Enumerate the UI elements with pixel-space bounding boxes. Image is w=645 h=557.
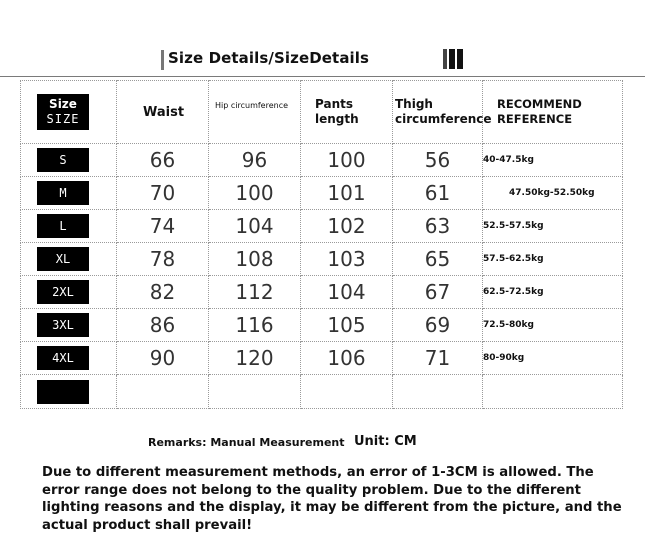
size-badge: 3XL [37, 313, 89, 337]
pants-cell: 105 [301, 309, 393, 342]
reference-cell: 52.5-57.5kg [483, 210, 623, 243]
reference-cell: 62.5-72.5kg [483, 276, 623, 309]
empty-cell [483, 375, 623, 409]
header-cell-size [21, 81, 117, 144]
pants-cell: 106 [301, 342, 393, 375]
hip-cell: 112 [209, 276, 301, 309]
waist-cell: 82 [117, 276, 209, 309]
header-cell-pants [301, 81, 393, 144]
hip-cell: 108 [209, 243, 301, 276]
table-row [21, 210, 623, 243]
hip-cell: 120 [209, 342, 301, 375]
table-row [21, 243, 623, 276]
pants-cell: 104 [301, 276, 393, 309]
waist-cell: 90 [117, 342, 209, 375]
thigh-header: Thigh circumference [395, 97, 492, 126]
size-chart-table [20, 80, 623, 409]
size-badge: L [37, 214, 89, 238]
disclaimer-text: Due to different measurement methods, an error of 1-3CM is allowed. The error range does not belong to the quality problem. Due to the different lighting reasons and the display, it may be different from the picture, and the actual product shall prevail! [42, 465, 622, 533]
header-cell-waist [117, 81, 209, 144]
page-header [0, 44, 645, 76]
hip-cell: 96 [209, 144, 301, 177]
empty-size-badge [37, 380, 89, 404]
pants-header: Pants length [315, 97, 359, 126]
remarks-note: Remarks: Manual Measurement [148, 436, 345, 449]
thigh-cell: 63 [393, 210, 483, 243]
header-cell-hip [209, 81, 301, 144]
barcode-icon [443, 49, 465, 69]
size-badge: 2XL [37, 280, 89, 304]
thigh-cell: 65 [393, 243, 483, 276]
thigh-cell: 71 [393, 342, 483, 375]
header-cell-reference [483, 81, 623, 144]
unit-label: Unit: CM [354, 434, 417, 449]
waist-header: Waist [143, 104, 185, 120]
hip-cell: 100 [209, 177, 301, 210]
reference-cell: 40-47.5kg [483, 144, 623, 177]
pants-cell: 103 [301, 243, 393, 276]
reference-cell: 57.5-62.5kg [483, 243, 623, 276]
reference-cell: 72.5-80kg [483, 309, 623, 342]
size-badge: 4XL [37, 346, 89, 370]
pants-cell: 102 [301, 210, 393, 243]
empty-cell [209, 375, 301, 409]
hip-cell: 104 [209, 210, 301, 243]
size-header-label: Size [49, 97, 77, 111]
empty-cell [117, 375, 209, 409]
empty-cell [301, 375, 393, 409]
hip-cell: 116 [209, 309, 301, 342]
table-row [21, 309, 623, 342]
hip-header: Hip circumference [215, 101, 289, 110]
size-badge: M [37, 181, 89, 205]
reference-cell: 47.50kg-52.50kg [483, 177, 623, 210]
header-cell-thigh [393, 81, 492, 144]
header-divider [0, 76, 645, 77]
table-row-empty [21, 375, 623, 409]
waist-cell: 70 [117, 177, 209, 210]
waist-cell: 66 [117, 144, 209, 177]
thigh-cell: 69 [393, 309, 483, 342]
table-row [21, 342, 623, 375]
table-row [21, 276, 623, 309]
reference-cell: 80-90kg [483, 342, 623, 375]
size-header-badge [37, 94, 89, 130]
title-accent-bar [161, 50, 164, 70]
pants-cell: 100 [301, 144, 393, 177]
table-row [21, 177, 623, 210]
pants-cell: 101 [301, 177, 393, 210]
reference-header: RECOMMEND REFERENCE [497, 97, 582, 126]
empty-cell [393, 375, 483, 409]
thigh-cell: 56 [393, 144, 483, 177]
thigh-cell: 61 [393, 177, 483, 210]
size-badge: XL [37, 247, 89, 271]
waist-cell: 78 [117, 243, 209, 276]
table-row [21, 144, 623, 177]
page-title: Size Details/SizeDetails [168, 49, 370, 67]
waist-cell: 86 [117, 309, 209, 342]
waist-cell: 74 [117, 210, 209, 243]
thigh-cell: 67 [393, 276, 483, 309]
size-badge: S [37, 148, 89, 172]
table-header-row [21, 81, 623, 144]
size-header-label-caps: SIZE [46, 112, 80, 126]
